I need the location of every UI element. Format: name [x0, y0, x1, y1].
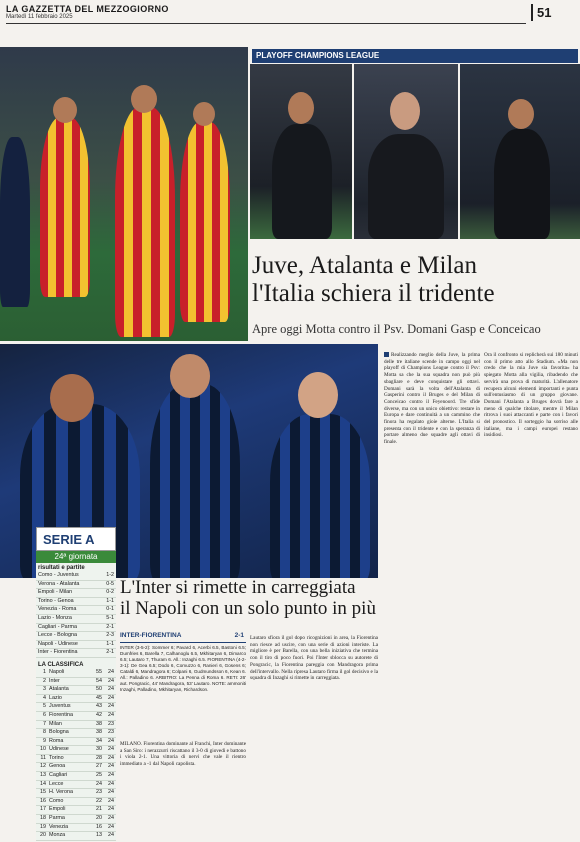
standings-row — [36, 832, 116, 841]
result-match: Lazio - Monza — [38, 614, 72, 621]
standings-row — [36, 678, 116, 687]
standings-team: Torino — [49, 754, 64, 761]
result-score: 0-1 — [106, 606, 114, 613]
standings-team: Como — [49, 797, 64, 804]
standings-pts: 55 — [96, 668, 102, 675]
standings-row — [36, 703, 116, 712]
standings-g: 23 — [108, 720, 114, 727]
standings-pts: 20 — [96, 815, 102, 822]
standings-pos: 18 — [40, 815, 46, 822]
standings-pts: 34 — [96, 737, 102, 744]
result-score: 2-1 — [106, 623, 114, 630]
standings-pts: 21 — [96, 806, 102, 813]
result-score: 1-2 — [106, 572, 114, 578]
standings-team: Genoa — [49, 763, 66, 770]
match-tabellino: INTER (3-5-2): Sommer 6; Pavard 6, Acerbi 6.5, Bastoni 6.5; Dumfries 6, Barella 7, Calhanoglu 6.5, Mkhitaryan 6, Dimarco 6.5; Lautaro 7, Thuram 6. All.: Inzaghi 6.5. FIORENTINA (4-2-3-1): De Gea 6.5; Dodo 6, Comuzzo 6, Ranieri 6, Gosens 6; Cataldi 6, Mandragora 6; Colpani 6, Gudmundsson 6, Kean 6. All.: Palladino 6. ARBITRO: La Penna di Roma 6. RETI: 26' aut. Pongracic, 44' Mandragora, 53' Lautaro. NOTE: ammoniti Inzaghi, Palladino, Mkhitaryan, Richardson. — [120, 645, 246, 692]
standings-team: Cagliari — [49, 772, 68, 779]
result-match: Empoli - Milan — [38, 589, 73, 596]
standings-list — [36, 669, 116, 841]
newspaper-masthead: LA GAZZETTA DEL MEZZOGIORNO — [6, 4, 169, 14]
serie-a-table-box — [36, 563, 116, 841]
result-match: Venezia - Roma — [38, 606, 77, 613]
standings-team: H. Verona — [49, 789, 73, 796]
photo-coach-conceicao — [460, 64, 580, 239]
standings-pts: 25 — [96, 772, 102, 779]
standings-g: 24 — [108, 780, 114, 787]
standings-team: Lazio — [49, 694, 62, 701]
standings-row — [36, 781, 116, 790]
standings-g: 24 — [108, 823, 114, 830]
standings-pts: 50 — [96, 686, 102, 693]
standings-pos: 10 — [40, 746, 46, 753]
result-score: 2-1 — [106, 649, 114, 656]
story2-headline — [120, 577, 378, 619]
standings-pos: 6 — [43, 711, 46, 718]
standings-pos: 14 — [40, 780, 46, 787]
standings-g: 24 — [108, 711, 114, 718]
standings-pts: 13 — [96, 832, 102, 839]
standings-pos: 20 — [40, 832, 46, 839]
standings-team: Milan — [49, 720, 62, 727]
standings-g: 24 — [108, 763, 114, 770]
section-tag: PLAYOFF CHAMPIONS LEAGUE — [252, 49, 578, 63]
standings-title: LA CLASSIFICA — [38, 661, 84, 668]
standings-team: Atalanta — [49, 686, 69, 693]
standings-team: Bologna — [49, 729, 69, 736]
standings-pts: 24 — [96, 780, 102, 787]
story2-body-col1: MILANO. Fiorentina dominante al Franchi, Inter dominante a San Siro: i nerazzurri riscattano il 3-0 di giovedì e battono i viola 2-1. Una vittoria di nervi che vale il rientro immediato a -1 dal Napoli capolista. — [120, 741, 246, 768]
page-number: 51 — [531, 4, 571, 21]
standings-pts: 27 — [96, 763, 102, 770]
standings-team: Roma — [49, 737, 64, 744]
result-score: 1-1 — [106, 640, 114, 647]
standings-pts: 38 — [96, 720, 102, 727]
results-list — [36, 572, 116, 658]
standings-pts: 43 — [96, 703, 102, 710]
standings-g: 24 — [108, 677, 114, 684]
result-row — [36, 598, 116, 607]
results-title: risultati e partite — [38, 565, 85, 571]
standings-row — [36, 729, 116, 738]
result-match: Torino - Genoa — [38, 597, 74, 604]
standings-g: 24 — [108, 754, 114, 761]
standings-pos: 7 — [43, 720, 46, 727]
result-row — [36, 589, 116, 598]
result-score: 2-3 — [106, 632, 114, 639]
standings-team: Venezia — [49, 823, 69, 830]
standings-g: 24 — [108, 686, 114, 693]
result-match: Verona - Atalanta — [38, 580, 80, 587]
photo-coach-motta — [250, 64, 352, 239]
result-row — [36, 581, 116, 590]
standings-row — [36, 746, 116, 755]
standings-row — [36, 712, 116, 721]
standings-g: 24 — [108, 737, 114, 744]
standings-pts: 22 — [96, 797, 102, 804]
result-row — [36, 615, 116, 624]
standings-pos: 8 — [43, 729, 46, 736]
standings-g: 24 — [108, 797, 114, 804]
standings-pts: 42 — [96, 711, 102, 718]
standings-row — [36, 695, 116, 704]
standings-row — [36, 824, 116, 833]
standings-g: 24 — [108, 694, 114, 701]
standings-pos: 16 — [40, 797, 46, 804]
story2-headline-line1: L'Inter si rimette in carreggiata — [120, 577, 356, 598]
standings-pts: 28 — [96, 754, 102, 761]
standings-g: 23 — [108, 729, 114, 736]
standings-pos: 4 — [43, 694, 46, 701]
standings-row — [36, 763, 116, 772]
standings-pos: 2 — [43, 677, 46, 684]
header-divider — [6, 23, 526, 24]
standings-row — [36, 772, 116, 781]
story1-body-col1-text: Realizzando meglio della Juve, la prima delle tre italiane scende in campo oggi nel playoff di Champions League contro il Psv: Motta sa che la sua squadra non può più sbagliare e deve conquistare gli ottavi. Domani sarà la volta dell'Atalanta di Gasperini contro il Bruges e del Milan di Conceicao contro il Feyenoord. Tre sfide diverse, ma con un unico obiettivo: restare in Europa e dare continuità a un cammino che finora ha regalato gioie alterne. L'Italia si presenta con il tridente e con la speranza di portare almeno due squadre agli ottavi di finale. — [384, 352, 480, 446]
bullet-icon — [384, 352, 389, 357]
result-score: 5-1 — [106, 614, 114, 621]
story1-subheadline: Apre oggi Motta contro il Psv. Domani Gasp e Conceicao — [252, 322, 541, 336]
result-row — [36, 606, 116, 615]
standings-pos: 9 — [43, 737, 46, 744]
story2-headline-line2: il Napoli con un solo punto in più — [120, 598, 376, 619]
standings-g: 24 — [108, 806, 114, 813]
standings-pos: 17 — [40, 806, 46, 813]
story1-headline-line2: l'Italia schiera il tridente — [252, 280, 495, 307]
standings-pos: 15 — [40, 789, 46, 796]
standings-row — [36, 686, 116, 695]
standings-row — [36, 789, 116, 798]
standings-team: Empoli — [49, 806, 66, 813]
result-row — [36, 649, 116, 658]
photo-lecce-players — [0, 47, 248, 341]
result-match: Cagliari - Parma — [38, 623, 77, 630]
standings-g: 24 — [108, 772, 114, 779]
standings-row — [36, 755, 116, 764]
issue-date: Martedì 11 febbraio 2025 — [6, 14, 73, 20]
photo-coach-gasperini — [354, 64, 458, 239]
standings-team: Lecce — [49, 780, 64, 787]
standings-row — [36, 798, 116, 807]
serie-a-logo: SERIE A — [36, 527, 116, 551]
story1-headline — [252, 252, 578, 308]
result-match: Lecce - Bologna — [38, 632, 77, 639]
story1-body-col1 — [384, 352, 480, 446]
standings-team: Juventus — [49, 703, 71, 710]
standings-team: Napoli — [49, 668, 65, 675]
standings-pts: 16 — [96, 823, 102, 830]
result-row — [36, 632, 116, 641]
standings-pos: 11 — [40, 754, 46, 761]
match-score: 2-1 — [234, 632, 244, 639]
standings-team: Fiorentina — [49, 711, 73, 718]
result-match: Napoli - Udinese — [38, 640, 78, 647]
standings-pts: 54 — [96, 677, 102, 684]
standings-row — [36, 669, 116, 678]
standings-g: 24 — [108, 668, 114, 675]
story1-headline-line1: Juve, Atalanta e Milan — [252, 252, 477, 279]
standings-row — [36, 721, 116, 730]
standings-pts: 23 — [96, 789, 102, 796]
standings-pts: 38 — [96, 729, 102, 736]
standings-g: 24 — [108, 815, 114, 822]
result-match: Como - Juventus — [38, 572, 79, 578]
standings-pos: 3 — [43, 686, 46, 693]
result-row — [36, 641, 116, 650]
standings-pts: 30 — [96, 746, 102, 753]
result-score: 1-1 — [106, 597, 114, 604]
standings-pts: 45 — [96, 694, 102, 701]
standings-pos: 19 — [40, 823, 46, 830]
standings-row — [36, 815, 116, 824]
match-label: INTER-FIORENTINA — [120, 632, 182, 639]
result-score: 0-2 — [106, 589, 114, 596]
standings-g: 24 — [108, 703, 114, 710]
result-score: 0-5 — [106, 580, 114, 587]
standings-row — [36, 806, 116, 815]
standings-pos: 1 — [43, 668, 46, 675]
standings-team: Parma — [49, 815, 65, 822]
standings-pos: 12 — [40, 763, 46, 770]
story2-body-col2: Lautaro sfiora il gol dopo ricognizioni in area, la Fiorentina non riesce ad uscire, con una serie di azioni interiste. La migliore è per Barella, con una bella iniziativa che termina con il tiro di poco fuori. Poi l'Inter sblocca su autorete di Pongracic, la Fiorentina pareggia con Mandragora prima dell'intervallo. Nella ripresa Lautaro firma il gol decisivo e la squadra di Inzaghi si rimette in carreggiata. — [250, 635, 378, 682]
standings-g: 24 — [108, 789, 114, 796]
round-label: 24ª giornata — [36, 551, 116, 563]
match-header — [120, 632, 246, 643]
result-row — [36, 624, 116, 633]
standings-team: Udinese — [49, 746, 69, 753]
standings-team: Inter — [49, 677, 60, 684]
standings-team: Monza — [49, 832, 66, 839]
result-row — [36, 572, 116, 581]
standings-pos: 5 — [43, 703, 46, 710]
standings-g: 24 — [108, 832, 114, 839]
standings-pos: 13 — [40, 772, 46, 779]
standings-g: 24 — [108, 746, 114, 753]
result-match: Inter - Fiorentina — [38, 649, 78, 656]
standings-row — [36, 738, 116, 747]
story1-body-col2: Ora il confronto si replicherà sui 180 minuti con il primo atto allo Stadium. «Ma non credo che la mia Juve sia favorita» ha spiegato Motta alla vigilia, ribadendo che servirà una prova di maturità. L'allenatore recupera alcuni elementi importanti e punta sull'entusiasmo di un gruppo giovane. Domani l'Atalanta a Bruges dovrà fare a meno di qualche titolare, mentre il Milan ritrova i suoi attaccanti e parte con i favori del pronostico. Il sorteggio ha sorriso alle italiane, ma i campi europei restano insidiosi. — [484, 352, 578, 439]
